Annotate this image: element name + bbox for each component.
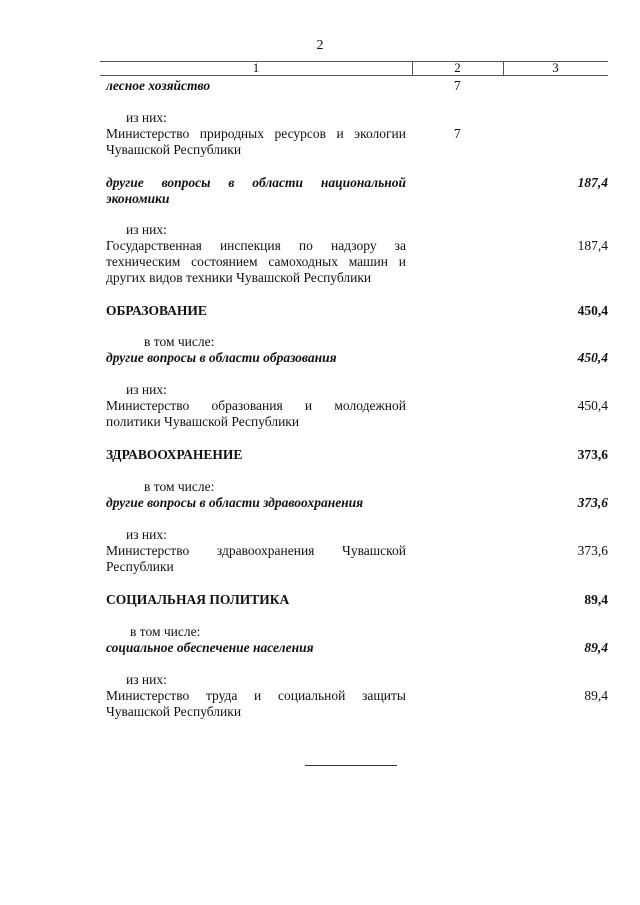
row-label: лесное хозяйство — [106, 78, 211, 93]
row-label: другие вопросы в области образования — [106, 350, 337, 365]
row-label: Министерство природных ресурсов и экологии Чувашской Республики — [106, 126, 406, 157]
page-number: 2 — [316, 38, 324, 53]
row-label: из них: — [126, 672, 167, 687]
row-col3: 373,6 — [577, 495, 608, 510]
row-label: из них: — [126, 222, 167, 237]
row-col3: 187,4 — [577, 175, 608, 190]
row-col2: 7 — [454, 126, 461, 141]
table-header-col3: 3 — [552, 60, 559, 75]
row-label: СОЦИАЛЬНАЯ ПОЛИТИКА — [106, 592, 290, 607]
row-label: ЗДРАВООХРАНЕНИЕ — [106, 447, 243, 462]
table-header-col2: 2 — [454, 60, 461, 75]
table-header-bottom-border — [100, 75, 608, 76]
row-col3: 89,4 — [584, 592, 608, 607]
row-col3: 89,4 — [584, 688, 608, 703]
row-label: Государственная инспекция по надзору за техническим состоянием самоходных машин и других видов техники Чувашской Республики — [106, 238, 406, 285]
row-label: другие вопросы в области национальной экономики — [106, 175, 406, 206]
row-label: ОБРАЗОВАНИЕ — [106, 303, 207, 318]
end-separator-line — [305, 765, 397, 766]
row-label: в том числе: — [144, 479, 215, 494]
row-col3: 373,6 — [577, 447, 608, 462]
row-col2: 7 — [454, 78, 461, 93]
row-col3: 450,4 — [577, 303, 608, 318]
table-header-col1: 1 — [252, 60, 260, 75]
row-col3: 450,4 — [577, 398, 608, 413]
row-label: социальное обеспечение населения — [106, 640, 314, 655]
row-col3: 450,4 — [577, 350, 608, 365]
row-label: в том числе: — [144, 334, 215, 349]
row-col3: 187,4 — [577, 238, 608, 253]
row-col3: 373,6 — [577, 543, 608, 558]
row-label: другие вопросы в области здравоохранения — [106, 495, 364, 510]
row-label: Министерство образования и молодежной политики Чувашской Республики — [106, 398, 406, 429]
row-label: из них: — [126, 527, 167, 542]
row-label: из них: — [126, 382, 167, 397]
row-label: из них: — [126, 110, 167, 125]
row-col3: 89,4 — [584, 640, 608, 655]
row-label: Министерство здравоохранения Чувашской Республики — [106, 543, 406, 574]
row-label: Министерство труда и социальной защиты Чувашской Республики — [106, 688, 406, 719]
row-label: в том числе: — [130, 624, 201, 639]
